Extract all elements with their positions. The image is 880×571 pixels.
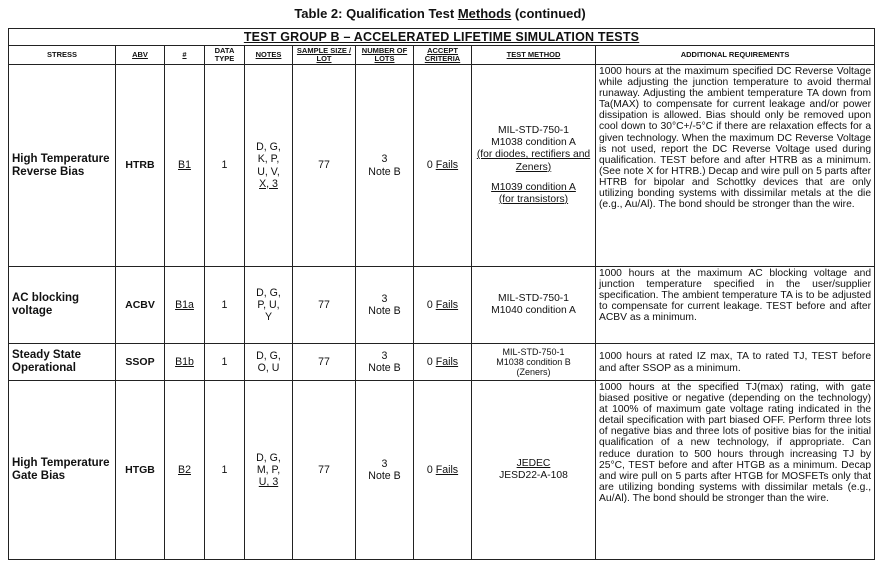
num-cell: B1b (165, 344, 205, 381)
num-cell: B2 (165, 381, 205, 560)
data-type-cell: 1 (205, 267, 245, 344)
abv-cell: ACBV (116, 267, 165, 344)
notes-cell: D, G, M, P, U, 3 (245, 381, 293, 560)
lots-cell: 3 Note B (356, 381, 414, 560)
num-cell: B1a (165, 267, 205, 344)
stress-cell: AC blocking voltage (9, 267, 116, 344)
header-num: # (165, 46, 205, 65)
method-cell: JEDEC JESD22-A-108 (472, 381, 596, 560)
table-row (9, 344, 875, 381)
stress-cell: Steady State Operational (9, 344, 116, 381)
abv-cell: HTGB (116, 381, 165, 560)
header-sample: SAMPLE SIZE / LOT (293, 46, 356, 65)
table-row (9, 267, 875, 344)
title-underlined: Methods (457, 6, 512, 21)
accept-cell: 0 Fails (414, 65, 472, 267)
lots-cell: 3 Note B (356, 65, 414, 267)
table-title (0, 6, 880, 21)
requirements-cell: 1000 hours at the maximum specified DC Reverse Voltage while adjusting the junction temperature to avoid thermal runaway. Adjusting the ambient temperature TA down from Ta(MAX) to compensate for current leakage and/or power dissipation is allowed. Bias should only be removed upon cool down to 30°C+/-5°C if there are relaxation effects for a given technology. When the maximum DC Reverse Voltage is not used, report the DC Reverse Voltage used during qualification. TEST before and after HTRB as a minimum. (See note X for HTRB.) Decap and wire pull on 5 parts after HTRB for bipolar and Schottky devices that are only utilizing bonding systems with dissimilar metals at the die (e.g., Au/Al). The bond should be stronger than the wire. (596, 65, 875, 267)
lots-cell: 3 Note B (356, 267, 414, 344)
group-title: TEST GROUP B – ACCELERATED LIFETIME SIMULATION TESTS (9, 29, 875, 46)
title-suffix: (continued) (511, 6, 586, 21)
header-method: TEST METHOD (472, 46, 596, 65)
data-type-cell: 1 (205, 344, 245, 381)
accept-cell: 0 Fails (414, 344, 472, 381)
requirements-cell: 1000 hours at rated IZ max, TA to rated TJ, TEST before and after SSOP as a minimum. (596, 344, 875, 381)
num-cell: B1 (165, 65, 205, 267)
method-cell: MIL-STD-750-1 M1038 condition A (for diodes, rectifiers and Zeners) M1039 condition A (for transistors) (472, 65, 596, 267)
requirements-cell: 1000 hours at the specified TJ(max) rating, with gate biased positive or negative (depending on the technology) at 100% of maximum gate voltage rating indicated in the detail specification with part biased OFF. Perform three lots of negative bias and three lots of positive bias for the initial qualification of a new technology, if appropriate. Can reduce duration to 500 hours through increasing TJ by 25°C, TEST before and after HTGB as a minimum. Decap and wire pull on 5 parts after HTGB for MOSFETs only that are utilizing bonding systems with dissimilar metals (e.g., Au/Al). The bond should be stronger than the wire. (596, 381, 875, 560)
header-row (9, 46, 875, 65)
header-accept: ACCEPT CRITERIA (414, 46, 472, 65)
notes-cell: D, G, P, U, Y (245, 267, 293, 344)
table-row (9, 65, 875, 267)
header-lots: NUMBER OF LOTS (356, 46, 414, 65)
accept-cell: 0 Fails (414, 267, 472, 344)
header-notes: NOTES (245, 46, 293, 65)
stress-cell: High Temperature Gate Bias (9, 381, 116, 560)
abv-cell: HTRB (116, 65, 165, 267)
data-type-cell: 1 (205, 381, 245, 560)
requirements-cell: 1000 hours at the maximum AC blocking voltage and junction temperature specified in the user/supplier specification. The ambient temperature TA is to be adjusted to compensate for current leakage. TEST before and after ACBV as a minimum. (596, 267, 875, 344)
header-data-type: DATA TYPE (205, 46, 245, 65)
accept-cell: 0 Fails (414, 381, 472, 560)
method-cell: MIL-STD-750-1 M1040 condition A (472, 267, 596, 344)
stress-cell: High Temperature Reverse Bias (9, 65, 116, 267)
sample-cell: 77 (293, 65, 356, 267)
qualification-table (8, 28, 875, 560)
method-cell: MIL-STD-750-1 M1038 condition B (Zeners) (472, 344, 596, 381)
table-row (9, 381, 875, 560)
header-stress: STRESS (9, 46, 116, 65)
header-abv: ABV (116, 46, 165, 65)
sample-cell: 77 (293, 344, 356, 381)
title-prefix: Table 2: Qualification Test (294, 6, 458, 21)
lots-cell: 3 Note B (356, 344, 414, 381)
sample-cell: 77 (293, 381, 356, 560)
notes-cell: D, G, O, U (245, 344, 293, 381)
data-type-cell: 1 (205, 65, 245, 267)
sample-cell: 77 (293, 267, 356, 344)
abv-cell: SSOP (116, 344, 165, 381)
notes-cell: D, G, K, P, U, V, X, 3 (245, 65, 293, 267)
header-req: ADDITIONAL REQUIREMENTS (596, 46, 875, 65)
